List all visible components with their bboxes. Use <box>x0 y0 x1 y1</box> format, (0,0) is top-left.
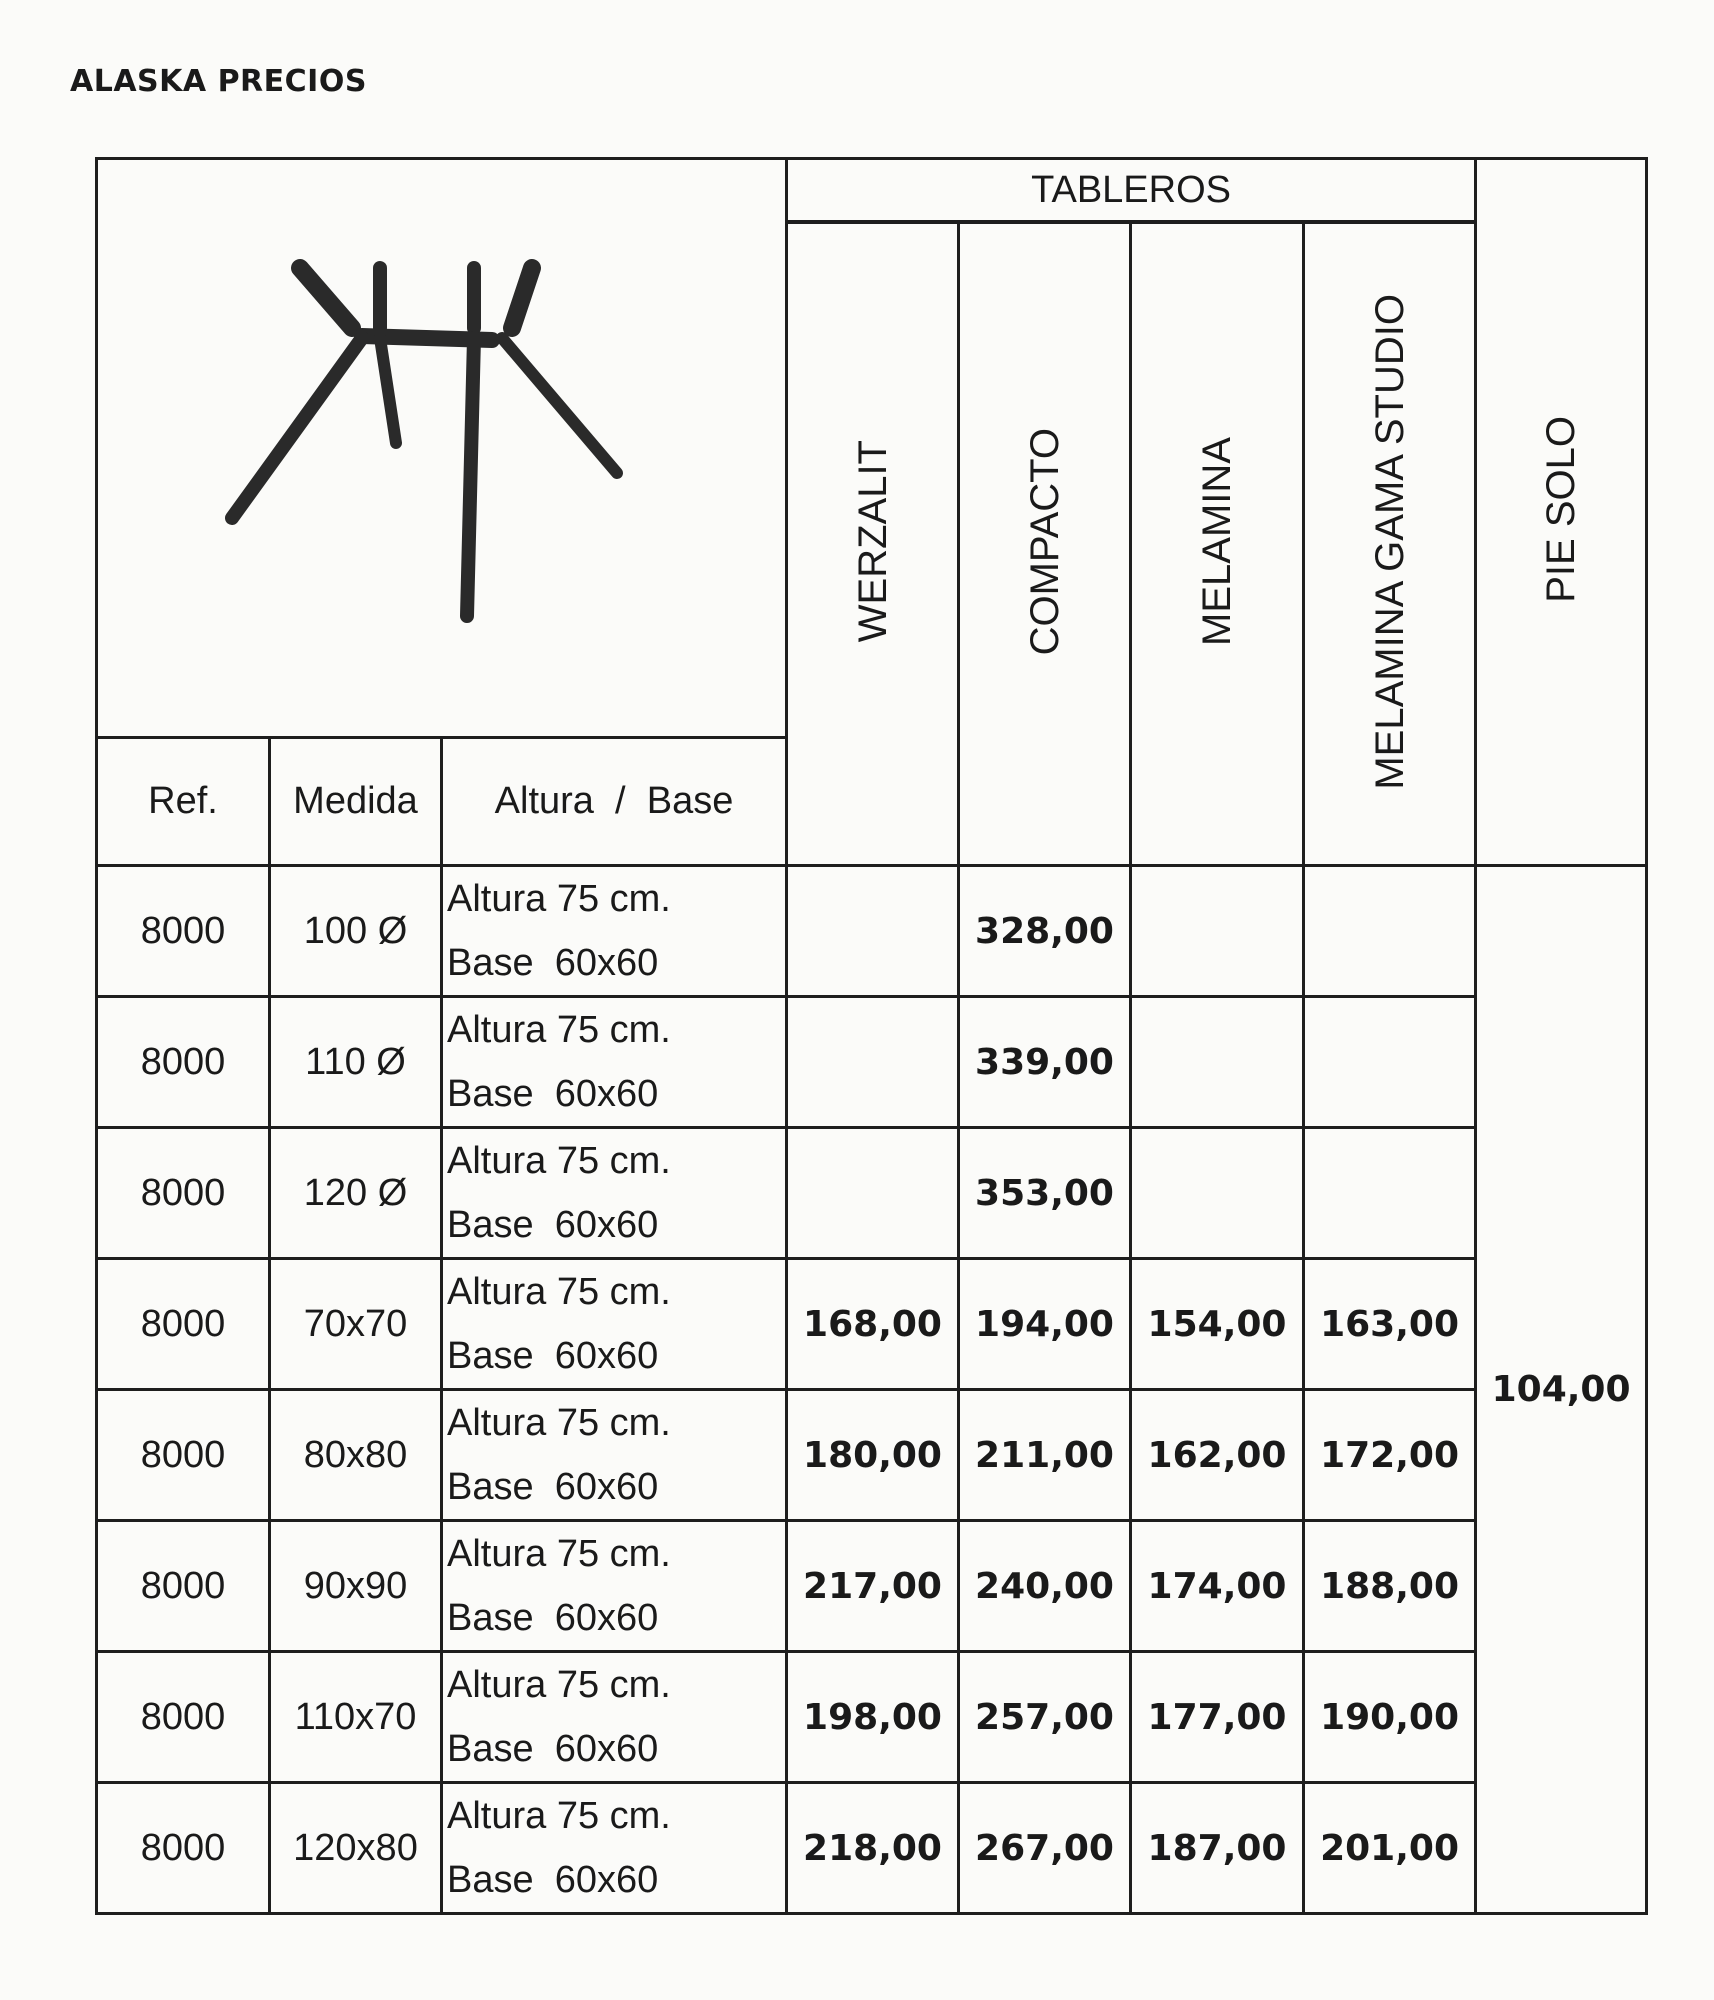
medida-cell: 120 Ø <box>270 1128 442 1259</box>
medida-cell: 80x80 <box>270 1390 442 1521</box>
werzalit-price <box>787 866 959 997</box>
werzalit-price: 168,00 <box>787 1259 959 1390</box>
melamina-price <box>1131 1128 1304 1259</box>
ref-cell: 8000 <box>97 1128 270 1259</box>
melamina-gama-studio-price <box>1304 866 1476 997</box>
altura-text: Altura 75 cm. <box>447 1664 671 1706</box>
melamina-gama-studio-price <box>1304 997 1476 1128</box>
compacto-header <box>959 222 1131 866</box>
ref-cell: 8000 <box>97 997 270 1128</box>
werzalit-price <box>787 1128 959 1259</box>
altura-text: Altura 75 cm. <box>447 1402 671 1444</box>
compacto-price: 211,00 <box>959 1390 1131 1521</box>
compacto-label: COMPACTO <box>1022 427 1067 656</box>
medida-header: Medida <box>270 738 442 866</box>
melamina-gama-studio-price <box>1304 1128 1476 1259</box>
melamina-gama-studio-price: 190,00 <box>1304 1652 1476 1783</box>
compacto-price: 257,00 <box>959 1652 1131 1783</box>
medida-cell: 70x70 <box>270 1259 442 1390</box>
medida-cell: 110 Ø <box>270 997 442 1128</box>
table-row <box>97 1390 1647 1521</box>
ref-cell: 8000 <box>97 1521 270 1652</box>
medida-cell: 100 Ø <box>270 866 442 997</box>
compacto-price: 328,00 <box>959 866 1131 997</box>
base-text: Base 60x60 <box>447 1728 659 1770</box>
altura-text: Altura 75 cm. <box>447 1271 671 1313</box>
tableros-header: TABLEROS <box>787 159 1476 223</box>
altura-base-cell <box>442 1521 787 1652</box>
melamina-price: 187,00 <box>1131 1783 1304 1914</box>
base-text: Base 60x60 <box>447 1204 659 1246</box>
compacto-price: 267,00 <box>959 1783 1131 1914</box>
werzalit-label: WERZALIT <box>850 440 895 643</box>
pie-solo-label: PIE SOLO <box>1539 416 1584 603</box>
melamina-gama-studio-price: 201,00 <box>1304 1783 1476 1914</box>
compacto-price: 339,00 <box>959 997 1131 1128</box>
table-base-icon <box>212 248 672 648</box>
werzalit-price: 218,00 <box>787 1783 959 1914</box>
werzalit-price: 198,00 <box>787 1652 959 1783</box>
altura-base-header: Altura / Base <box>442 738 787 866</box>
base-text: Base 60x60 <box>447 1073 659 1115</box>
table-row <box>97 1652 1647 1783</box>
pie-solo-header <box>1476 159 1647 866</box>
werzalit-price: 217,00 <box>787 1521 959 1652</box>
pie-solo-price: 104,00 <box>1476 866 1647 1914</box>
medida-cell: 90x90 <box>270 1521 442 1652</box>
table-row <box>97 866 1647 997</box>
altura-text: Altura 75 cm. <box>447 1009 671 1051</box>
werzalit-header <box>787 222 959 866</box>
table-row <box>97 997 1647 1128</box>
altura-base-cell <box>442 866 787 997</box>
product-image-cell <box>97 159 787 738</box>
base-text: Base 60x60 <box>447 1859 659 1901</box>
altura-base-cell <box>442 1783 787 1914</box>
werzalit-price: 180,00 <box>787 1390 959 1521</box>
melamina-price <box>1131 997 1304 1128</box>
melamina-header <box>1131 222 1304 866</box>
compacto-price: 353,00 <box>959 1128 1131 1259</box>
base-text: Base 60x60 <box>447 942 659 984</box>
altura-base-cell <box>442 1652 787 1783</box>
melamina-gama-studio-price: 172,00 <box>1304 1390 1476 1521</box>
ref-cell: 8000 <box>97 1783 270 1914</box>
melamina-gama-studio-price: 188,00 <box>1304 1521 1476 1652</box>
medida-cell: 120x80 <box>270 1783 442 1914</box>
page-title: ALASKA PRECIOS <box>70 64 367 99</box>
altura-text: Altura 75 cm. <box>447 1795 671 1837</box>
table-row <box>97 1259 1647 1390</box>
base-text: Base 60x60 <box>447 1597 659 1639</box>
base-text: Base 60x60 <box>447 1466 659 1508</box>
table-row <box>97 1521 1647 1652</box>
altura-base-cell <box>442 1390 787 1521</box>
compacto-price: 194,00 <box>959 1259 1131 1390</box>
werzalit-price <box>787 997 959 1128</box>
melamina-price: 174,00 <box>1131 1521 1304 1652</box>
altura-text: Altura 75 cm. <box>447 878 671 920</box>
ref-cell: 8000 <box>97 1652 270 1783</box>
ref-cell: 8000 <box>97 866 270 997</box>
altura-base-cell <box>442 1259 787 1390</box>
ref-header: Ref. <box>97 738 270 866</box>
ref-cell: 8000 <box>97 1259 270 1390</box>
altura-base-cell <box>442 997 787 1128</box>
melamina-label: MELAMINA <box>1195 437 1240 646</box>
compacto-price: 240,00 <box>959 1521 1131 1652</box>
medida-cell: 110x70 <box>270 1652 442 1783</box>
melamina-gama-studio-header <box>1304 222 1476 866</box>
melamina-price: 162,00 <box>1131 1390 1304 1521</box>
base-text: Base 60x60 <box>447 1335 659 1377</box>
altura-base-cell <box>442 1128 787 1259</box>
table-row <box>97 1128 1647 1259</box>
melamina-price: 154,00 <box>1131 1259 1304 1390</box>
melamina-price <box>1131 866 1304 997</box>
ref-cell: 8000 <box>97 1390 270 1521</box>
altura-text: Altura 75 cm. <box>447 1533 671 1575</box>
table-row <box>97 1783 1647 1914</box>
melamina-gama-studio-price: 163,00 <box>1304 1259 1476 1390</box>
altura-text: Altura 75 cm. <box>447 1140 671 1182</box>
melamina-gama-studio-label: MELAMINA GAMA STUDIO <box>1367 293 1412 790</box>
melamina-price: 177,00 <box>1131 1652 1304 1783</box>
price-table <box>95 157 1648 1915</box>
